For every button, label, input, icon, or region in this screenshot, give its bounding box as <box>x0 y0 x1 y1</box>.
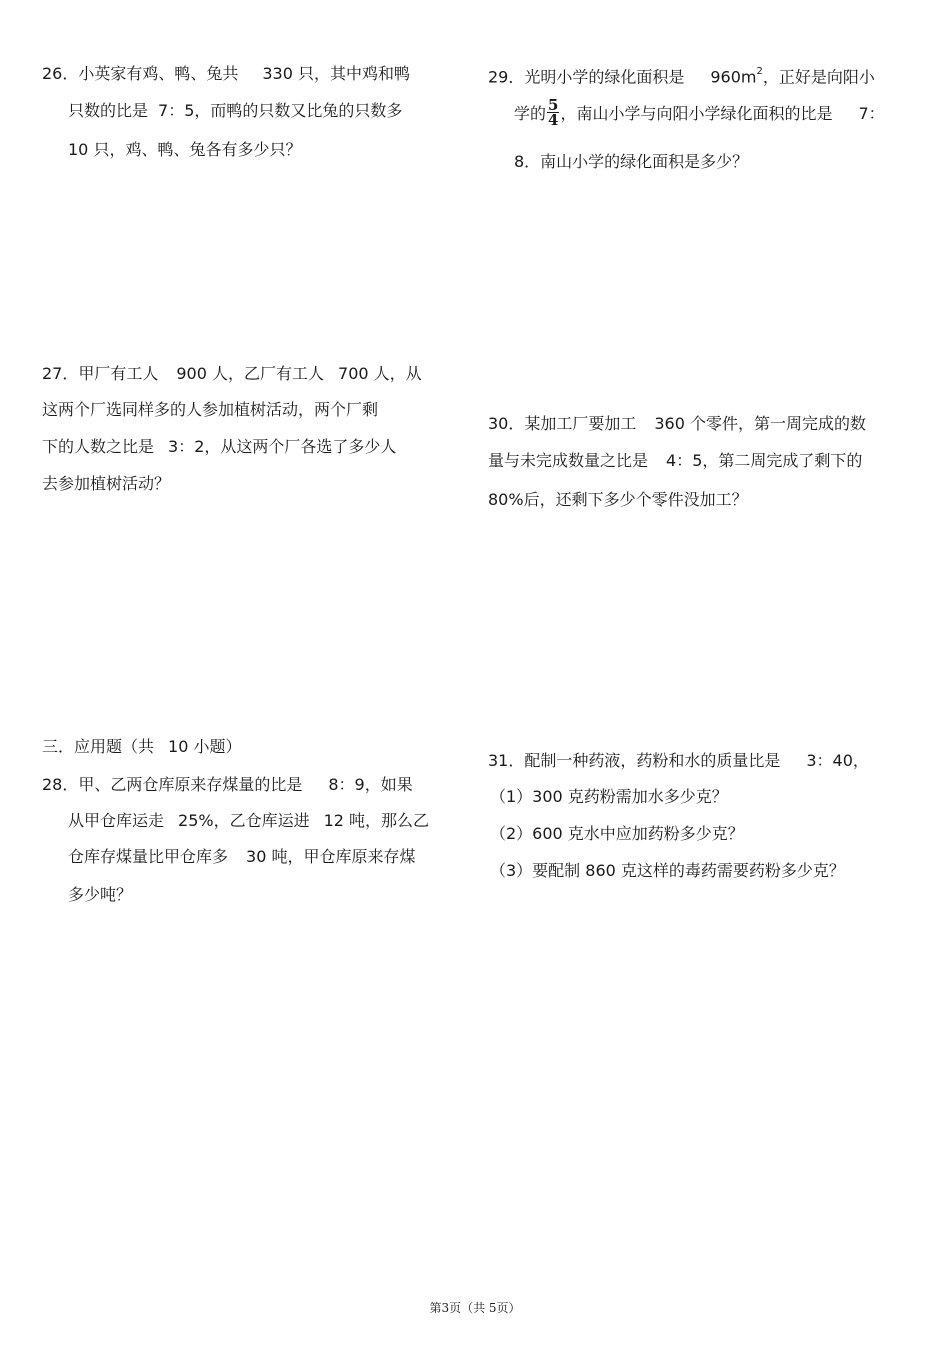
q28-line-4: 多少吨？ <box>68 885 133 904</box>
q31-line-1: 31．配制一种药液，药粉和水的质量比是 3：40， <box>488 751 869 770</box>
q27-line-4: 去参加植树活动？ <box>42 474 171 493</box>
q26-line-3: 10 只，鸡、鸭、兔各有多少只？ <box>68 140 302 159</box>
q27-line-1: 27．甲厂有工人 900 人，乙厂有工人 700 人，从 <box>42 364 422 383</box>
q29-line-2: 学的 $\frac{5}{4}$ ，南山小学与向阳小学绿化面积的比是 7： <box>514 96 885 129</box>
q28-line-1: 28．甲、乙两仓库原来存煤量的比是 8：9，如果 <box>42 775 413 794</box>
q31-sub-3: （3）要配制 860 克这样的毒药需要药粉多少克？ <box>490 861 845 880</box>
q30-line-3: 80%后，还剩下多少个零件没加工？ <box>488 490 748 509</box>
q29-line-1: 29．光明小学的绿化面积是 $960m^2$，正好是向阳小 <box>488 66 875 87</box>
q28-line-3: 仓库存煤量比甲仓库多 30 吨，甲仓库原来存煤 <box>68 847 416 866</box>
fraction-5-4: $\frac{5}{4}$ <box>548 96 559 129</box>
q31-sub-2: （2）600 克水中应加药粉多少克？ <box>490 824 744 843</box>
q30-line-1: 30．某加工厂要加工 360 个零件，第一周完成的数 <box>488 414 867 433</box>
q28-line-2: 从甲仓库运走 25%，乙仓库运进 12 吨，那么乙 <box>68 811 430 830</box>
q27-line-3: 下的人数之比是 3：2，从这两个厂各选了多少人 <box>42 437 397 456</box>
page-footer: 第3页（共 5页） <box>429 1301 521 1315</box>
q31-sub-1: （1）300 克药粉需加水多少克？ <box>490 787 728 806</box>
q26-line-1: 26．小英家有鸡、鸭、兔共 330 只，其中鸡和鸭 <box>42 64 411 83</box>
q29-line-3: 8．南山小学的绿化面积是多少？ <box>514 152 749 171</box>
section-3-title: 三．应用题（共 10 小题） <box>42 737 242 756</box>
q26-line-2: 只数的比是 7：5，而鸭的只数又比兔的只数多 <box>68 101 403 120</box>
q27-line-2: 这两个厂选同样多的人参加植树活动，两个厂剩 <box>42 400 379 419</box>
q30-line-2: 量与未完成数量之比是 4：5，第二周完成了剩下的 <box>488 451 863 470</box>
